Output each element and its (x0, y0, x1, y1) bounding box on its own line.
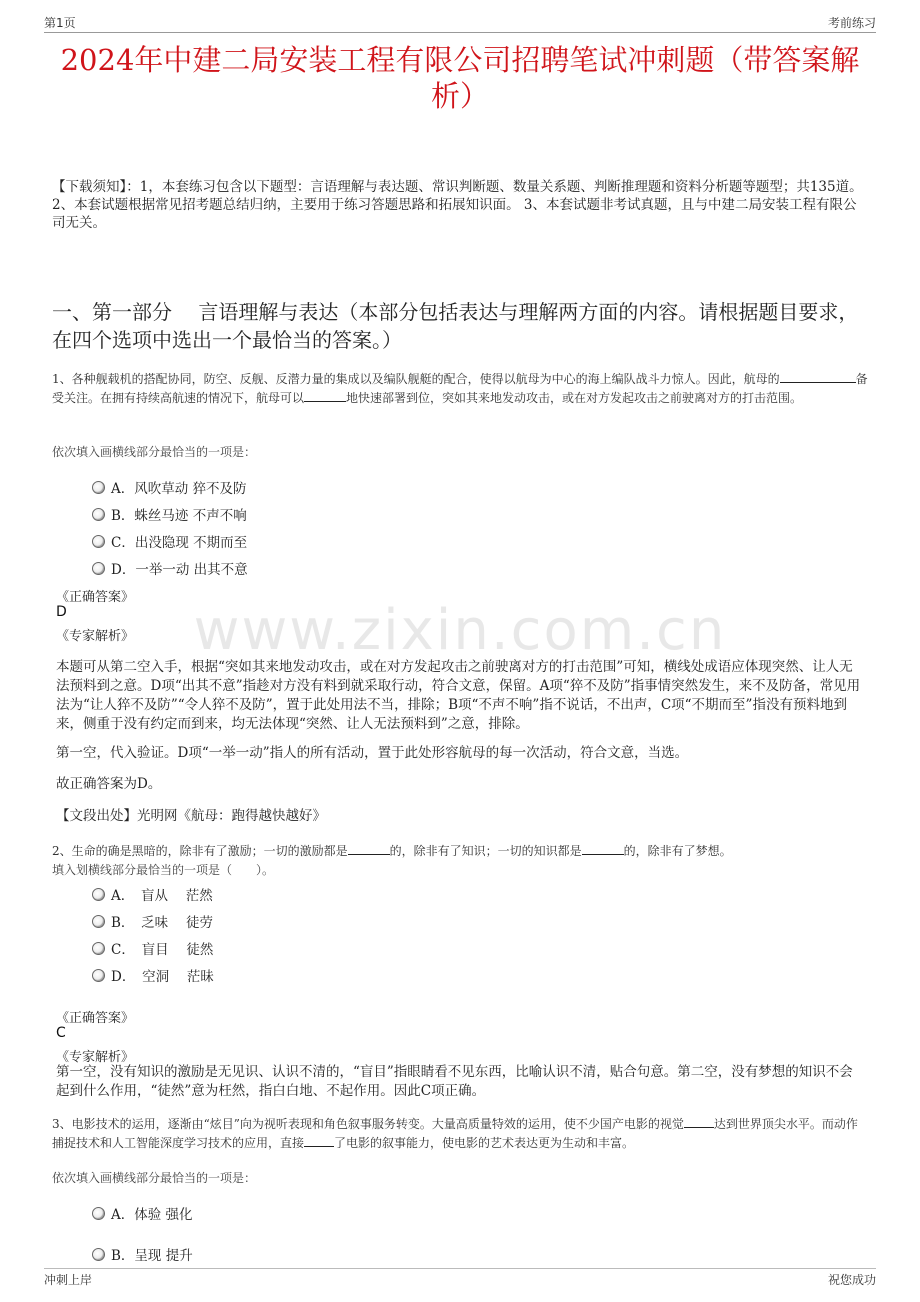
option-label: A． 盲从 茫然 (111, 888, 213, 904)
blank-line (822, 370, 856, 383)
radio-icon[interactable] (92, 888, 105, 901)
header-label: 考前练习 (827, 15, 876, 30)
blank-line (582, 842, 624, 855)
q2-analysis-label: 《专家解析》 (56, 1050, 135, 1065)
question-3-stem (52, 1115, 868, 1153)
option-label: C． 盲目 徒然 (111, 942, 214, 958)
radio-icon[interactable] (92, 1207, 105, 1220)
q3-option-b[interactable] (92, 1244, 193, 1264)
radio-icon[interactable] (92, 535, 105, 548)
blank-line (780, 370, 822, 383)
q2-option-a[interactable] (92, 884, 213, 904)
option-label: B．蛛丝马迹 不声不响 (111, 508, 247, 524)
radio-icon[interactable] (92, 481, 105, 494)
q1-analysis-paragraph-3: 故正确答案为D。 (56, 776, 162, 792)
q2-option-d[interactable] (92, 965, 214, 985)
download-notice: 【下载须知】：1，本套练习包含以下题型：言语理解与表达题、常识判断题、数量关系题、判断推理题和资料分析题等题型；共135道。 2、本套试题根据常见招考题总结归纳，主要用于练习答题思路和拓展知识面。 3、本套试题非考试真题，且与中建二局安装工程有限公司无关。 (52, 179, 863, 231)
blank-line (348, 842, 390, 855)
q2-stem-part-a: 2、生命的确是黑暗的，除非有了激励；一切的激励都是 (52, 844, 348, 858)
q1-option-a[interactable] (92, 477, 247, 497)
q3-stem-part-c: 了电影的叙事能力，使电影的艺术表达更为生动和丰富。 (334, 1136, 635, 1150)
q1-stem-part-a: 1、各种舰载机的搭配协同，防空、反舰、反潜力量的集成以及编队舰艇的配合，使得以航母为中心的海上编队战斗力惊人。因此，航母的 (52, 372, 780, 386)
q2-stem-part-b: 的，除非有了知识；一切的知识都是 (389, 844, 582, 858)
q1-stem-part-c: 地快速部署到位，突如其来地发动攻击，或在对方发起攻击之前驶离对方的打击范围。 (346, 391, 803, 405)
q1-analysis-paragraph-2: 第一空，代入验证。D项“一举一动”指人的所有活动，置于此处形容航母的每一次活动，符合文意，当选。 (56, 745, 689, 761)
q1-source: 【文段出处】光明网《航母：跑得越快越好》 (56, 808, 326, 824)
q2-stem-part-c: 的，除非有了梦想。 (623, 844, 732, 858)
option-label: A．体验 强化 (111, 1207, 193, 1223)
option-label: C．出没隐现 不期而至 (111, 535, 248, 551)
q1-option-b[interactable] (92, 504, 247, 524)
question-2-stem (52, 842, 868, 861)
q2-answer: C (56, 1025, 66, 1041)
radio-icon[interactable] (92, 969, 105, 982)
q2-answer-label: 《正确答案》 (56, 1011, 135, 1026)
blank-line (304, 389, 346, 402)
q1-stem-part-b: 备受关注。在拥有持续高航速的情况下，航母可以 (52, 372, 868, 405)
q2-prompt: 填入划横线部分最恰当的一项是（ ）。 (52, 863, 275, 877)
radio-icon[interactable] (92, 915, 105, 928)
q3-stem-part-a: 3、电影技术的运用，逐渐由“炫目”向为视听表现和角色叙事服务转变。大量高质量特效的运用，使不少国产电影的视觉 (52, 1117, 684, 1131)
option-label: D． 空洞 茫昧 (111, 969, 214, 985)
footer-right-label: 祝您成功 (827, 1272, 876, 1287)
q2-option-c[interactable] (92, 938, 213, 958)
option-label: B． 乏味 徒劳 (111, 915, 213, 931)
blank-line (684, 1115, 714, 1128)
document-title: 2024年中建二局安装工程有限公司招聘笔试冲刺题（带答案解析） (60, 43, 860, 113)
blank-line (304, 1134, 334, 1147)
radio-icon[interactable] (92, 508, 105, 521)
page-header (44, 12, 876, 33)
q1-answer-label: 《正确答案》 (56, 590, 135, 605)
q1-analysis-paragraph-1: 本题可从第二空入手，根据“突如其来地发动攻击，或在对方发起攻击之前驶离对方的打击范围”可知，横线处成语应体现突然、让人无法预料到之意。D项“出其不意”指趁对方没有料到就采取行动，符合文意，保留。A项“猝不及防”指事情突然发生，来不及防备，常见用法为“让人猝不及防”“令人猝不及防”，置于此处用法不当，排除；B项“不声不响”指不说话，不出声，C项“不期而至”指没有预料地到来，侧重于没有约定而到来，均无法体现“突然、让人无法预料到”之意，排除。 (56, 659, 861, 732)
footer-left-label: 冲刺上岸 (44, 1272, 93, 1287)
section-heading: 一、第一部分 言语理解与表达（本部分包括表达与理解两方面的内容。请根据题目要求，在四个选项中选出一个最恰当的答案。） (52, 300, 859, 352)
q2-analysis-paragraph: 第一空，没有知识的激励是无见识、认识不清的，“盲目”指眼睛看不见东西，比喻认识不清，贴合句意。第二空，没有梦想的知识不会起到什么作用，“徒然”意为枉然，指白白地、不起作用。因此C项正确。 (56, 1064, 853, 1099)
option-label: D．一举一动 出其不意 (111, 562, 248, 578)
q1-answer: D (56, 604, 67, 620)
question-1-stem (52, 370, 868, 408)
q1-prompt: 依次填入画横线部分最恰当的一项是： (52, 445, 257, 459)
q3-option-a[interactable] (92, 1203, 193, 1223)
radio-icon[interactable] (92, 1248, 105, 1261)
q1-analysis-label: 《专家解析》 (56, 629, 135, 644)
page-number: 第1页 (44, 15, 76, 30)
q1-option-d[interactable] (92, 558, 248, 578)
q3-prompt: 依次填入画横线部分最恰当的一项是： (52, 1171, 257, 1185)
page-footer (44, 1268, 876, 1289)
q1-option-c[interactable] (92, 531, 247, 551)
q2-option-b[interactable] (92, 911, 213, 931)
q3-stem-part-b: 达到世界顶尖水平。而动作捕捉技术和人工智能深度学习技术的应用，直接 (52, 1117, 858, 1150)
option-label: B．呈现 提升 (111, 1248, 193, 1264)
option-label: A．风吹草动 猝不及防 (111, 481, 247, 497)
watermark: www.zixin.com.cn (193, 598, 727, 663)
radio-icon[interactable] (92, 942, 105, 955)
radio-icon[interactable] (92, 562, 105, 575)
